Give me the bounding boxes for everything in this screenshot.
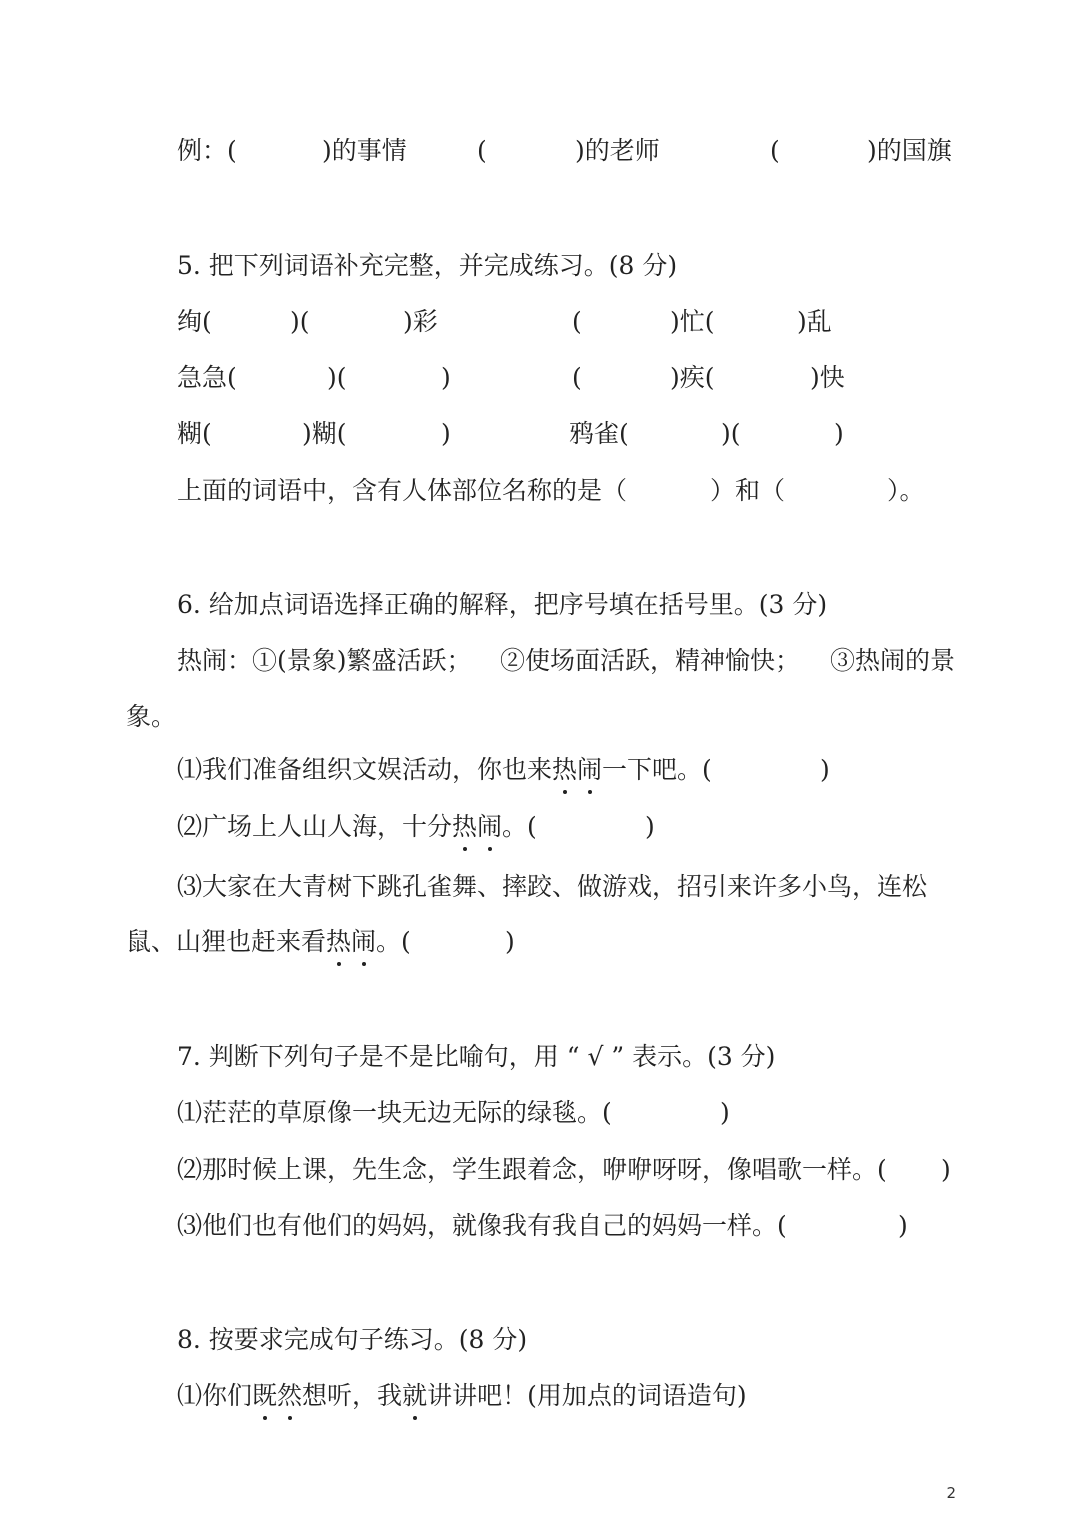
q8-s1-dotted-char: 既 — [252, 1379, 277, 1413]
q8-sentence-1 — [177, 1379, 747, 1413]
q5-r3-e: )( — [721, 419, 741, 448]
q5-r3-b: )糊( — [302, 419, 347, 448]
q7-sentence-1: ⑴茫茫的草原像一块无边无际的绿毯。( — [177, 1098, 612, 1127]
q6-s1-post: 一下吧。( — [602, 755, 712, 784]
q5-r2-a: 急急( — [177, 363, 237, 392]
q8-s1-post: 讲讲吧！(用加点的词语造句) — [427, 1381, 747, 1410]
q7-s1-close: ) — [720, 1098, 730, 1127]
q6-def-b: ②使场面活跃，精神愉快； — [500, 646, 801, 675]
q5-r2-e: )疾( — [670, 363, 715, 392]
q5-r2-d: ( — [572, 363, 582, 392]
q6-s1-close: ) — [820, 755, 830, 784]
q8-s1-dotted-char: 然 — [277, 1379, 302, 1413]
q6-def-a: 热闹：①(景象)繁盛活跃； — [177, 646, 472, 675]
q5-r3-a: 糊( — [177, 419, 212, 448]
q5-question-and: ）和（ — [710, 476, 786, 505]
q6-s2-close: ) — [645, 812, 655, 841]
q6-s3-pre: 鼠、山狸也赶来看 — [126, 927, 327, 956]
q8-s1-dotted-char: 就 — [402, 1379, 427, 1413]
q6-s3-post: 。( — [376, 927, 411, 956]
q6-s3-dotted-char: 闹 — [351, 925, 376, 959]
q5-question-end: ）。 — [887, 476, 925, 505]
q6-sentence-1 — [177, 753, 712, 787]
q6-s1-dotted-char: 热 — [552, 753, 577, 787]
q6-s3-close: ) — [505, 927, 515, 956]
q8-title: 8. 按要求完成句子练习。(8 分) — [177, 1325, 528, 1354]
q7-title: 7. 判断下列句子是不是比喻句，用 “ √ ” 表示。(3 分) — [177, 1042, 776, 1071]
q5-r3-c: ) — [441, 419, 451, 448]
q5-r3-f: ) — [834, 419, 844, 448]
q7-sentence-3: ⑶他们也有他们的妈妈，就像我有我自己的妈妈一样。( — [177, 1211, 787, 1240]
example-blank-2-open: ( — [477, 136, 487, 165]
q5-r1-a: 绚( — [177, 307, 212, 336]
q6-sentence-3-line-2 — [126, 925, 411, 959]
q6-def-d: 象。 — [126, 702, 177, 731]
page-number: 2 — [946, 1484, 956, 1502]
q6-def-c: ③热闹的景 — [830, 646, 956, 675]
q5-r3-d: 鸦雀( — [569, 419, 629, 448]
q6-s1-dotted-char: 闹 — [577, 753, 602, 787]
example-blank-3: )的国旗 — [867, 136, 952, 165]
q5-r1-e: )忙( — [670, 307, 715, 336]
q8-s1-mid: 想听，我 — [302, 1381, 403, 1410]
q7-s2-close: ) — [941, 1155, 951, 1184]
q6-s3-dotted-char: 热 — [326, 925, 351, 959]
q5-r1-d: ( — [572, 307, 582, 336]
q7-sentence-2: ⑵那时候上课，先生念，学生跟着念，咿咿呀呀，像唱歌一样。( — [177, 1155, 887, 1184]
q5-title: 5. 把下列词语补充完整，并完成练习。(8 分) — [177, 251, 678, 280]
q5-r1-b: )( — [290, 307, 310, 336]
q6-s2-dotted-char: 闹 — [477, 810, 502, 844]
example-blank-1: )的事情 — [322, 136, 407, 165]
q5-r2-f: )快 — [810, 363, 845, 392]
q8-s1-pre: ⑴你们 — [177, 1381, 253, 1410]
q5-r2-c: ) — [441, 363, 451, 392]
example-open: 例：( — [177, 136, 237, 165]
q6-s2-post: 。( — [502, 812, 537, 841]
q5-question: 上面的词语中，含有人体部位名称的是（ — [177, 476, 628, 505]
q6-sentence-3-line-1: ⑶大家在大青树下跳孔雀舞、摔跤、做游戏，招引来许多小鸟，连松 — [177, 872, 928, 901]
q5-r2-b: )( — [327, 363, 347, 392]
q5-r1-c: )彩 — [403, 307, 438, 336]
q6-sentence-2 — [177, 810, 537, 844]
example-blank-3-open: ( — [770, 136, 780, 165]
q6-title: 6. 给加点词语选择正确的解释，把序号填在括号里。(3 分) — [177, 590, 828, 619]
q7-s3-close: ) — [898, 1211, 908, 1240]
q6-s2-pre: ⑵广场上人山人海，十分 — [177, 812, 453, 841]
example-blank-2: )的老师 — [575, 136, 660, 165]
q6-s1-pre: ⑴我们准备组织文娱活动，你也来 — [177, 755, 553, 784]
q6-s2-dotted-char: 热 — [452, 810, 477, 844]
q5-r1-f: )乱 — [797, 307, 832, 336]
